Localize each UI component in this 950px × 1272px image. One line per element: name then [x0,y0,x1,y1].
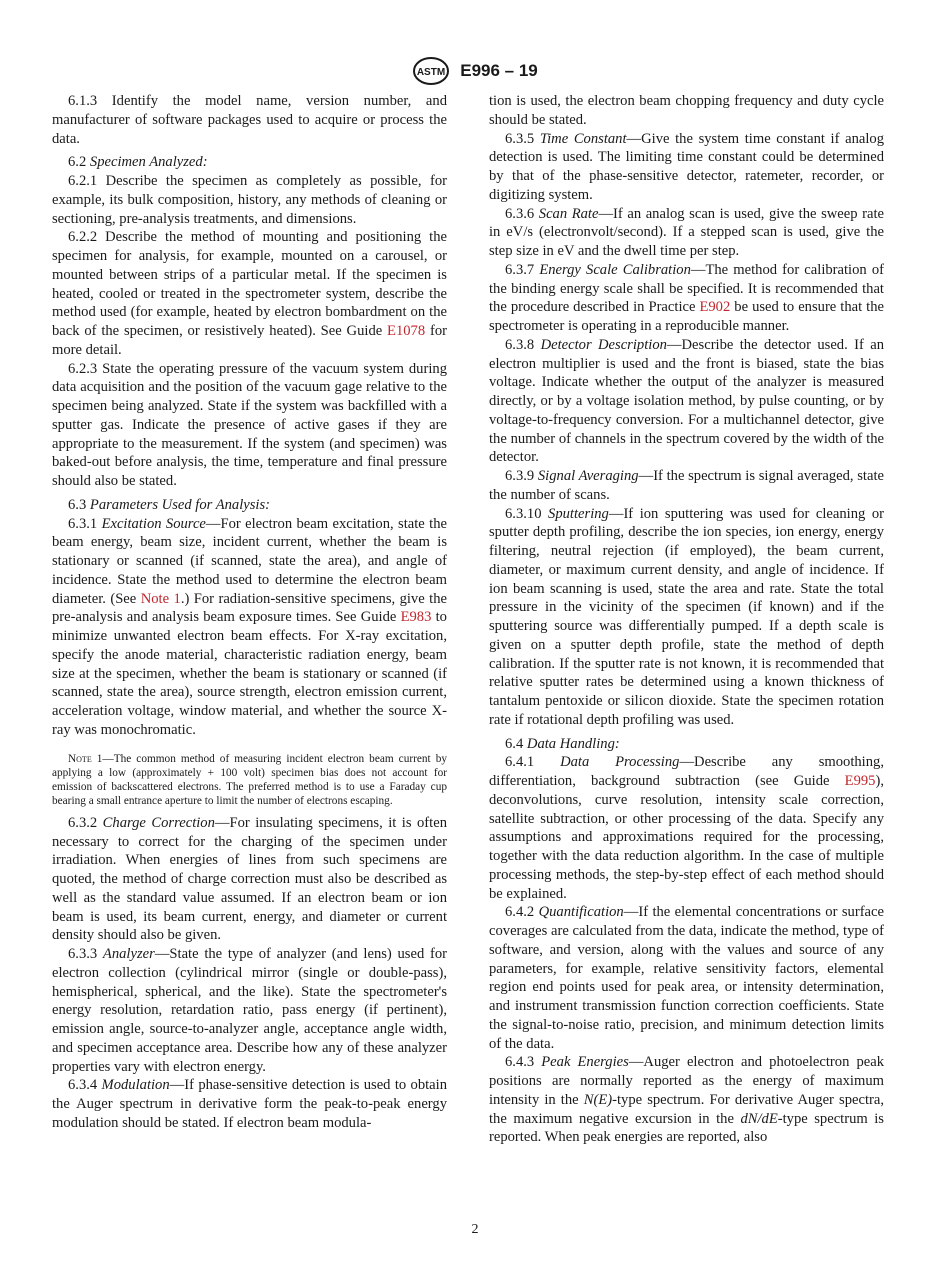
para-6-3-9: 6.3.9 Signal Averaging—If the spectrum is signal averaged, state the number of scans. [489,468,884,503]
para-6-3-4: 6.3.4 Modulation—If phase-sensitive detection is used to obtain the Auger spectrum in derivative form the peak-to-peak energy modulation should be stated. If electron beam modula- [52,1077,447,1131]
para-6-2-1: 6.2.1 Describe the specimen as completely as possible, for example, its bulk composition, history, any methods of cleaning or sectioning, pre-analysis treatments, and dimensions. [52,173,447,227]
left-column [52,92,447,1133]
page-header [0,56,950,86]
para-6-3-8: 6.3.8 Detector Description—Describe the detector used. If an electron multiplier is used and the front is biased, state the bias voltage. Indicate whether the output of the analyzer is measured directly, or by a voltage isolation method, by pulse counting, or by voltage-to-frequency conversion. For a multichannel detector, give the number of channels in the spectrum covered by the width of the detector. [489,336,884,466]
heading-6-2: 6.2 Specimen Analyzed: [68,154,208,171]
link-note-1[interactable]: Note 1 [140,590,181,607]
link-e1078[interactable]: E1078 [387,323,426,339]
para-6-4-1: 6.4.1 Data Processing—Describe any smoothing, differentiation, background subtraction (see Guide E995), deconvolutions, curve resolution, intensity scale correction, satellite subtraction, or other processing of the data. Specify any assumptions and approximations required for the processing, together with the data reduction algorithm. In the case of multiple processing methods, the step-by-step effect of each method should be explained. [489,754,884,902]
para-6-4-3: 6.4.3 Peak Energies—Auger electron and photoelectron peak positions are normally reported as the energy of maximum intensity in the N(E)-type spectrum. For derivative Auger spectra, the maximum negative excursion in the dN/dE-type spectrum is reported. When peak energies are reported, also [489,1054,884,1146]
para-6-3-6: 6.3.6 Scan Rate—If an analog scan is used, give the sweep rate in eV/s (electronvolt/second). If a stepped scan is used, give the step size in eV and the dwell time per step. [489,205,884,259]
para-6-3-5: 6.3.5 Time Constant—Give the system time constant if analog detection is used. The limiting time constant could be determined by that of the phase-sensitive detector, ratemeter, recorder, or digitizing system. [489,130,884,203]
para-6-3-2: 6.3.2 Charge Correction—For insulating specimens, it is often necessary to correct for the charging of the specimen under irradiation. When energies of lines from such specimens are quoted, the method of charge correction must also be described as well as the standard value assumed. If an electron beam or ion beam is used, its beam current, energy, and diameter or current density should also be given. [52,814,447,944]
para-6-3-7: 6.3.7 Energy Scale Calibration—The method for calibration of the binding energy scale shall be specified. It is recommended that the procedure described in Practice E902 be used to ensure that the spectrometer is operating in a reproducible manner. [489,261,884,334]
para-6-2-2: 6.2.2 Describe the method of mounting and positioning the specimen for analysis, for example, mounted on a carousel, or mounted between strips of a particular metal. If the specimen is heated, cooled or treated in the spectrometer system, describe the method used (for example, heated by electron bombardment on the back of the specimen, or resistively heated). See Guide E1078 for more detail. [52,229,447,358]
note-1: Note 1—The common method of measuring incident electron beam current by applying a low (approximately + 100 volt) specimen bias does not account for emission of backscattered electrons. The preferred method is to use a Faraday cup bearing a small entrance aperture to limit the number of electrons escaping. [52,752,447,807]
right-column [489,92,884,1147]
document-code: E996 – 19 [460,61,538,80]
para-6-3-1: 6.3.1 Excitation Source—For electron beam excitation, state the beam energy, beam size, incident current, whether the beam is stationary or scanned (if scanned, state the area), and angle of incidence. State the method used to determine the electron beam diameter. (See Note 1.) For radiation-sensitive specimens, give the pre-analysis and analysis beam exposure times. See Guide E983 to minimize unwanted electron beam effects. For X-ray excitation, specify the anode material, characteristic radiation energy, beam size at the specimen, whether the beam is stationary or scanned (if scanned, state the area), source strength, electron emission current, acceleration voltage, window material, and whether the source X-ray was monochromatic. [52,515,447,738]
link-e983[interactable]: E983 [400,609,432,626]
page-number: 2 [471,1222,479,1237]
link-e995[interactable]: E995 [844,773,876,789]
link-e902[interactable]: E902 [699,299,731,316]
para-6-1-3: 6.1.3 Identify the model name, version number, and manufacturer of software packages used to acquire or process the data. [52,93,447,147]
para-6-2-3: 6.2.3 State the operating pressure of the vacuum system during data acquisition and the position of the vacuum gage relative to the specimen being analyzed. State if the system was backfilled with a sputter gas. Indicate the presence of active gases if they are appropriate to the measurement. If the system (and specimen) was baked-out before analysis, the time, temperature and final pressure should also be stated. [52,360,447,489]
para-6-3-4-continued: tion is used, the electron beam chopping frequency and duty cycle should be stated. [489,93,884,128]
heading-6-4: 6.4 Data Handling: [505,735,620,752]
svg-text:ASTM: ASTM [417,67,446,78]
para-6-3-10: 6.3.10 Sputtering—If ion sputtering was used for cleaning or sputter depth profiling, describe the ion species, ion energy, energy filtering, neutral rejection (if employed), the beam current, diameter, or maximum current density, and angle of incidence. If ion beam scanning is used, state the area and rate. State the total pressure in the vicinity of the specimen (if known) and if the sputtering source was differentially pumped. If a depth scale is given on a sputter depth profile, state the method of depth calibration. If the sputter rate is not known, it is recommended that relative sputter rates be determined using a known thickness of tantalum pentoxide or silicon dioxide. State the specimen rotation rate if rotational depth profiling was used. [489,505,884,728]
para-6-4-2: 6.4.2 Quantification—If the elemental concentrations or surface coverages are calculated from the data, indicate the method, type of software, and version, along with the values and source of any parameters, for example, relative sensitivity factors, elemental region end points used for peak area, or intensity determination, and instrument transmission function correction coefficients. State the signal-to-noise ratio, precision, and minimum detection limits of the data. [489,904,884,1052]
astm-logo-icon [412,56,450,86]
para-6-3-3: 6.3.3 Analyzer—State the type of analyzer (and lens) used for electron collection (cylindrical mirror (single or double-pass), hemispherical, spherical, and the like). State the spectrometer's energy resolution, retardation ratio, pass energy (if pertinent), emission angle, source-to-analyzer angle, acceptance angle width, and specimen acceptance area. Describe how any of these analyzer properties vary with electron energy. [52,946,447,1075]
heading-6-3: 6.3 Parameters Used for Analysis: [68,496,271,513]
